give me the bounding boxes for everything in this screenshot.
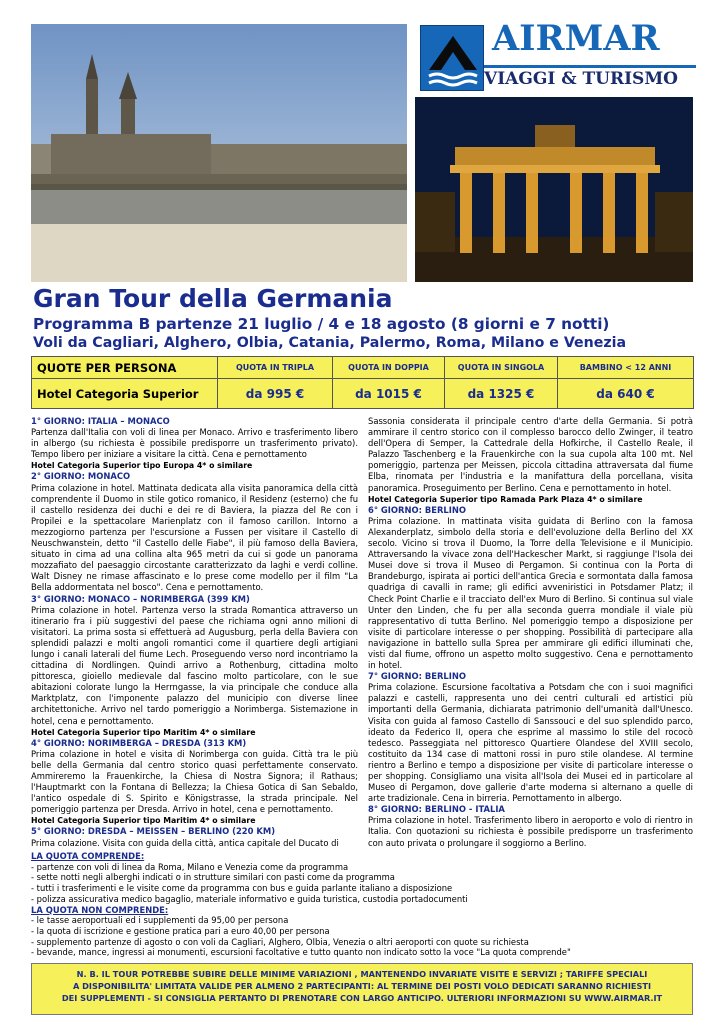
excludes-title: LA QUOTA NON COMPRENDE: [31, 904, 169, 915]
quota-section [31, 851, 693, 958]
day-heading: 4° GIORNO: NORIMBERGA – DRESDA (313 KM) [31, 737, 247, 748]
itinerary-left-column [31, 416, 358, 849]
header-cell: QUOTA IN SINGOLA [445, 357, 558, 379]
logo-tagline: VIAGGI & TURISMO [484, 65, 696, 89]
footer-line: A DISPONIBILITA' LIMITATA VALIDE PER ALMENO 2 PARTECIPANTI: AL TERMINE DEI POSTI VOLO DEDICATI SARANNO RICHIESTI [72, 981, 652, 991]
day-description: Prima colazione in hotel. Mattinata dedicata alla visita panoramica della città comprendente il Duomo in stile gotico romanico, il Residenz (esterno) che fu il castello residenza dei duchi e dei re di Baviera, la piazza del Re con i Propilei e la spettacolare Marienplatz con il famoso carillon. Intorno a mezzogiorno partenza per l'escursione a Fussen per visitare il Castello di Neuschwanstein, detto "il Castello delle Fiabe", il più famoso della Baviera, situato in cima ad una collina alta 965 metri da cui si gode un panorama mozzafiato del paesaggio circostante caratterizzato da laghi e verdi colline. Walt Disney ne rimase affascinato e lo prese come modello per il film "La Bella addormentata nel bosco". Cena e pernottamento. [31, 482, 358, 593]
price-cell: da 640 € [558, 379, 694, 409]
hotel-note: Hotel Categoria Superior tipo Maritim 4* o similare [31, 727, 256, 737]
itinerary-right-column [368, 416, 693, 849]
day-description: Prima colazione. In mattinata visita guidata di Berlino con la famosa Alexanderplatz, simbolo della storia e dell'evoluzione della Berlino del XX secolo. Vicino si trova il Duomo, la Torre della Televisione e il Municipio. Attraversando la vivace zona dell'Hackescher Markt, si raggiunge l'Isola dei Musei dove si trova il Museo di Pergamon. Si continua con la Porta di Brandeburgo, ispirata ai portici dell'antica Grecia e sormontata dalla famosa quadriga di cavalli in rame; gli edifici avveniristici in Potsdamer Platz; il Check Point Charlie e il tracciato dell'ex Muro di Berlino. Si continua sul viale Unter den Linden, che fu per alla seconda guerra mondiale il viale più rappresentativo di tutta Berlino. Nel pomeriggio tempo a disposizione per visite di particolare interesse o per shopping. Possibilità di partecipare alla navigazione in battello sulla Sprea per ammirare gli edifici illuminati che, visti dal fiume, offrono un aspetto molto suggestivo. Cena e pernottamento in hotel. [368, 515, 693, 671]
footer-line: DEI SUPPLEMENTI - SI CONSIGLIA PERTANTO DI PRENOTARE CON LARGO ANTICIPO. ULTERIORI INFORMAZIONI SU WWW.AIRMAR.IT [61, 993, 663, 1003]
excludes-item: - bevande, mance, ingressi ai monumenti, escursioni facoltative e tutto quanto non indicato sotto la voce "La quota comprende" [31, 947, 571, 958]
price-cell: Hotel Categoria Superior [32, 379, 218, 409]
includes-item: - polizza assicurativa medico bagaglio, materiale informativo e guida turistica, custodia portadocumenti [31, 893, 468, 904]
price-row [32, 379, 694, 409]
includes-item: - partenze con voli di linea da Roma, Milano e Venezia come da programma [31, 861, 349, 872]
price-cell: da 995 € [218, 379, 333, 409]
excludes-item: - supplemento partenze di agosto o con voli da Cagliari, Alghero, Olbia, Venezia o altri aeroporti con quote su richiesta [31, 936, 529, 947]
footer-line: N. B. IL TOUR POTREBBE SUBIRE DELLE MINIME VARIAZIONI , MANTENENDO INVARIATE VISITE E SERVIZI ; TARIFFE SPECIALI [76, 969, 648, 979]
price-cell: da 1015 € [333, 379, 445, 409]
day-description: Prima colazione in hotel. Partenza verso la strada Romantica attraverso un itinerario fra i più suggestivi del paese che richiama ogni anno milioni di visitatori. La prima sosta si effettuerà ad Augusburg, perla della Baviera con splendidi palazzi e molti angoli romantici come il quartiere degli artigiani lungo i canali laterali del fiume Lech. Proseguendo verso nord incontriamo la cittadina di Nordlingen. Quindi arrivo a Rothenburg, cittadina molto pittoresca, gioiello medievale dal fascino molto particolare, con le sue abitazioni colorate lungo la Herrngasse, la via principale che conduce alla Marktplatz, con l'imponente palazzo del municipio con diverse linee architettoniche. Arrivo nel tardo pomeriggio a Norimberga. Sistemazione in hotel, cena e pernottamento. [31, 604, 358, 726]
day-heading: 7° GIORNO: BERLINO [368, 671, 467, 682]
subtitle-dates: Programma B partenze 21 luglio / 4 e 18 agosto (8 giorni e 7 notti) [33, 315, 610, 333]
subtitle-flights: Voli da Cagliari, Alghero, Olbia, Catania, Palermo, Roma, Milano e Venezia [33, 335, 627, 351]
includes-item: - tutti i trasferimenti e le visite come da programma con bus e guida parlante italiano a disposizione [31, 883, 453, 894]
dresden-photo [31, 24, 407, 282]
price-table [31, 356, 694, 409]
day-heading: 2° GIORNO: MONACO [31, 471, 131, 482]
hotel-note: Hotel Categoria Superior tipo Maritim 4* o similare [31, 816, 256, 826]
day-heading: 3° GIORNO: MONACO – NORIMBERGA (399 KM) [31, 593, 250, 604]
day-description: Sassonia considerata il principale centro d'arte della Germania. Si potrà ammirare il centro storico con il complesso barocco dello Zwinger, il teatro dell'Opera di Semper, la Cattedrale della Hofkirche, il Castello Reale, il Palazzo Taschenberg e la Frauenkirche con la sua cupola alta 100 mt. Nel pomeriggio, partenza per Meissen, piccola cittadina attraversata dal fiume Elba, rinomata per l'industria e la manifattura della porcellana, visita panoramica. Proseguimento per Berlino. Cena e pernottamento in hotel. [368, 416, 693, 493]
header-cell: QUOTA IN DOPPIA [333, 357, 445, 379]
brandenburg-gate-photo [415, 97, 693, 282]
excludes-item: - le tasse aeroportuali ed i supplementi da 95,00 per persona [31, 915, 289, 926]
day-heading: 5° GIORNO: DRESDA – MEISSEN – BERLINO (220 KM) [31, 826, 276, 837]
includes-title: LA QUOTA COMPRENDE: [31, 851, 145, 861]
includes-item: - sette notti negli alberghi indicati o in strutture similari con pasti come da programma [31, 872, 395, 883]
day-heading: 1° GIORNO: ITALIA – MONACO [31, 416, 170, 426]
excludes-item: - la quota di iscrizione e gestione pratica pari a euro 40,00 per persona [31, 925, 330, 936]
day-description: Partenza dall'Italia con voli di linea per Monaco. Arrivo e trasferimento libero in albergo (su richiesta è possibile predisporre un trasferimento privato). Tempo libero per iniziare a visitare la città. Cena e pernottamento [31, 427, 358, 460]
day-heading: 8° GIORNO: BERLINO - ITALIA [368, 804, 505, 815]
footer-notice [31, 963, 693, 1015]
hotel-note: Hotel Categoria Superior tipo Ramada Park Plaza 4* o similare [368, 494, 643, 504]
logo-icon [420, 25, 484, 91]
header-cell: BAMBINO < 12 ANNI [558, 357, 694, 379]
day-description: Prima colazione in hotel e visita di Norimberga con guida. Città tra le più belle della Germania dal centro storico quasi perfettamente conservato. Ammireremo la Frauenkirche, la Chiesa di Nostra Signora; il Rathaus; l'Hauptmarkt con la Fontana di Bellezza; la Chiesa Gotica di San Sebaldo, l'antico ospedale di S. Spirito e Königstrasse, la strada principale. Nel pomeriggio partenza per Dresda. Arrivo in hotel, cena e pernottamento. [31, 748, 358, 815]
day-heading: 6° GIORNO: BERLINO [368, 504, 467, 515]
price-table-header [32, 357, 694, 379]
day-description: Prima colazione. Visita con guida della città, antica capitale del Ducato di [31, 837, 339, 848]
hotel-note: Hotel Categoria Superior tipo Europa 4* o similare [31, 461, 253, 471]
page-title: Gran Tour della Germania [33, 284, 393, 313]
header-cell: QUOTA IN TRIPLA [218, 357, 333, 379]
header-cell: QUOTE PER PERSONA [32, 357, 218, 379]
day-description: Prima colazione in hotel. Trasferimento libero in aeroporto e volo di rientro in Italia. Con quotazioni su richiesta è possibile predisporre un trasferimento con auto privata o prolungare il soggiorno a Berlino. [368, 815, 693, 848]
day-description: Prima colazione. Escursione facoltativa a Potsdam che con i suoi magnifici palazzi e castelli, rappresenta uno dei centri culturali ed artistici più importanti della Germania, dichiarata patrimonio dell'umanità dall'Unesco. Visita con guida al famoso Castello di Sanssouci e del suo splendido parco, ideato da Federico II, opera che esprime al massimo lo stile del rococò tedesco. Passeggiata nel pittoresco Quartiere Olandese del XVIII secolo, costituito da 134 case di mattoni rossi in puro stile olandese. Al termine rientro a Berlino e tempo a disposizione per visite di particolare interesse o per shopping. Consigliamo una visita all'Isola dei Musei ed in particolare al Museo di Pergamon, dove gallerie d'arte moderna si alternano a quelle di arte tradizionale. Cena in birreria. Pernottamento in albergo. [368, 682, 693, 804]
logo-name: AIRMAR [492, 18, 660, 59]
price-cell: da 1325 € [445, 379, 558, 409]
